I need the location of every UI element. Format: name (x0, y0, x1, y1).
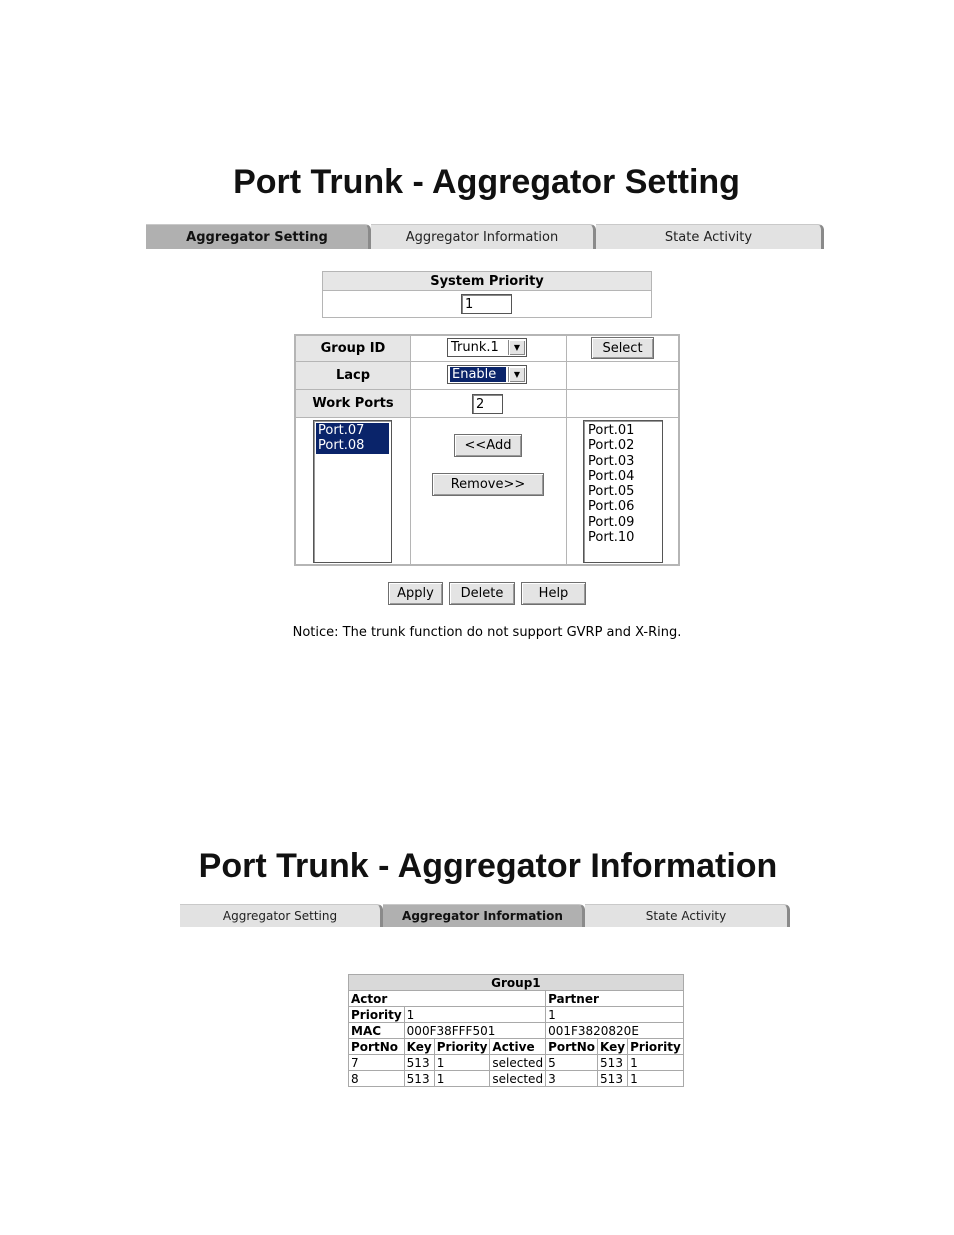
partner-priority: 1 (546, 1007, 684, 1023)
member-port-item[interactable]: Port.08 (316, 438, 389, 453)
column-header: Priority (628, 1039, 684, 1055)
mac-label: MAC (349, 1023, 405, 1039)
delete-button[interactable]: Delete (449, 582, 515, 605)
chevron-down-icon[interactable]: ▼ (508, 367, 525, 382)
column-header: Key (598, 1039, 628, 1055)
table-cell: 3 (546, 1071, 598, 1087)
setting-tab-bar (146, 224, 824, 249)
notice-text: Notice: The trunk function do not support GVRP and X-Ring. (292, 625, 682, 640)
table-row (349, 1055, 684, 1071)
table-cell: 5 (546, 1055, 598, 1071)
lacp-select[interactable] (447, 365, 527, 384)
apply-button[interactable]: Apply (388, 582, 443, 605)
lacp-value: Enable (450, 367, 506, 382)
system-priority-label: System Priority (322, 271, 652, 291)
help-button[interactable]: Help (521, 582, 586, 605)
chevron-down-icon[interactable]: ▼ (508, 340, 525, 355)
group-id-label: Group ID (295, 335, 411, 362)
lacp-empty-cell (566, 361, 679, 390)
info-page-title: Port Trunk - Aggregator Information (198, 847, 778, 885)
table-cell: 1 (434, 1055, 490, 1071)
available-port-item[interactable]: Port.04 (588, 468, 635, 484)
setting-page-title: Port Trunk - Aggregator Setting (233, 163, 740, 201)
tab-aggregator-information[interactable]: Aggregator Information (383, 904, 585, 927)
table-cell: 8 (349, 1071, 405, 1087)
priority-label: Priority (349, 1007, 405, 1023)
table-cell: 513 (598, 1071, 628, 1087)
info-tab-bar (180, 904, 790, 927)
table-cell: 513 (404, 1071, 434, 1087)
column-header: PortNo (349, 1039, 405, 1055)
available-port-item[interactable]: Port.03 (588, 453, 635, 469)
actor-mac: 000F38FFF501 (404, 1023, 545, 1039)
column-header: Active (490, 1039, 546, 1055)
actor-priority: 1 (404, 1007, 545, 1023)
partner-mac: 001F3820820E (546, 1023, 684, 1039)
remove-button[interactable]: Remove>> (432, 473, 544, 496)
member-port-item[interactable]: Port.07 (316, 423, 389, 438)
lacp-label: Lacp (295, 361, 411, 390)
available-port-item[interactable]: Port.05 (588, 484, 635, 500)
table-row (349, 1071, 684, 1087)
add-button[interactable]: <<Add (454, 434, 522, 457)
system-priority-input[interactable]: 1 (461, 294, 512, 314)
work-ports-label: Work Ports (295, 389, 411, 418)
available-port-item[interactable]: Port.06 (588, 499, 635, 515)
select-button[interactable]: Select (591, 337, 654, 359)
table-cell: selected (490, 1071, 546, 1087)
tab-aggregator-setting[interactable]: Aggregator Setting (180, 904, 383, 927)
work-ports-empty-cell (566, 389, 679, 418)
group-id-select[interactable] (447, 338, 527, 357)
table-cell: 1 (434, 1071, 490, 1087)
column-header: Key (404, 1039, 434, 1055)
partner-header: Partner (546, 991, 684, 1007)
table-cell: 513 (404, 1055, 434, 1071)
tab-aggregator-information[interactable]: Aggregator Information (371, 224, 596, 249)
group-id-value: Trunk.1 (451, 340, 499, 355)
column-header-row (349, 1039, 684, 1055)
tab-state-activity[interactable]: State Activity (585, 904, 790, 927)
available-port-item[interactable]: Port.09 (588, 514, 635, 530)
available-port-item[interactable]: Port.10 (588, 530, 635, 546)
member-ports-list[interactable] (313, 420, 392, 563)
tab-aggregator-setting[interactable]: Aggregator Setting (146, 224, 371, 249)
available-port-item[interactable]: Port.02 (588, 438, 635, 454)
tab-state-activity[interactable]: State Activity (596, 224, 824, 249)
available-ports-list[interactable] (583, 420, 663, 563)
column-header: Priority (434, 1039, 490, 1055)
table-cell: 1 (628, 1071, 684, 1087)
aggregator-info-table (348, 974, 684, 1087)
available-port-item[interactable]: Port.01 (588, 423, 635, 438)
table-cell: 513 (598, 1055, 628, 1071)
work-ports-input[interactable]: 2 (472, 394, 503, 414)
table-cell: 1 (628, 1055, 684, 1071)
table-cell: selected (490, 1055, 546, 1071)
column-header: PortNo (546, 1039, 598, 1055)
group-title: Group1 (349, 975, 684, 991)
actor-header: Actor (349, 991, 546, 1007)
table-cell: 7 (349, 1055, 405, 1071)
